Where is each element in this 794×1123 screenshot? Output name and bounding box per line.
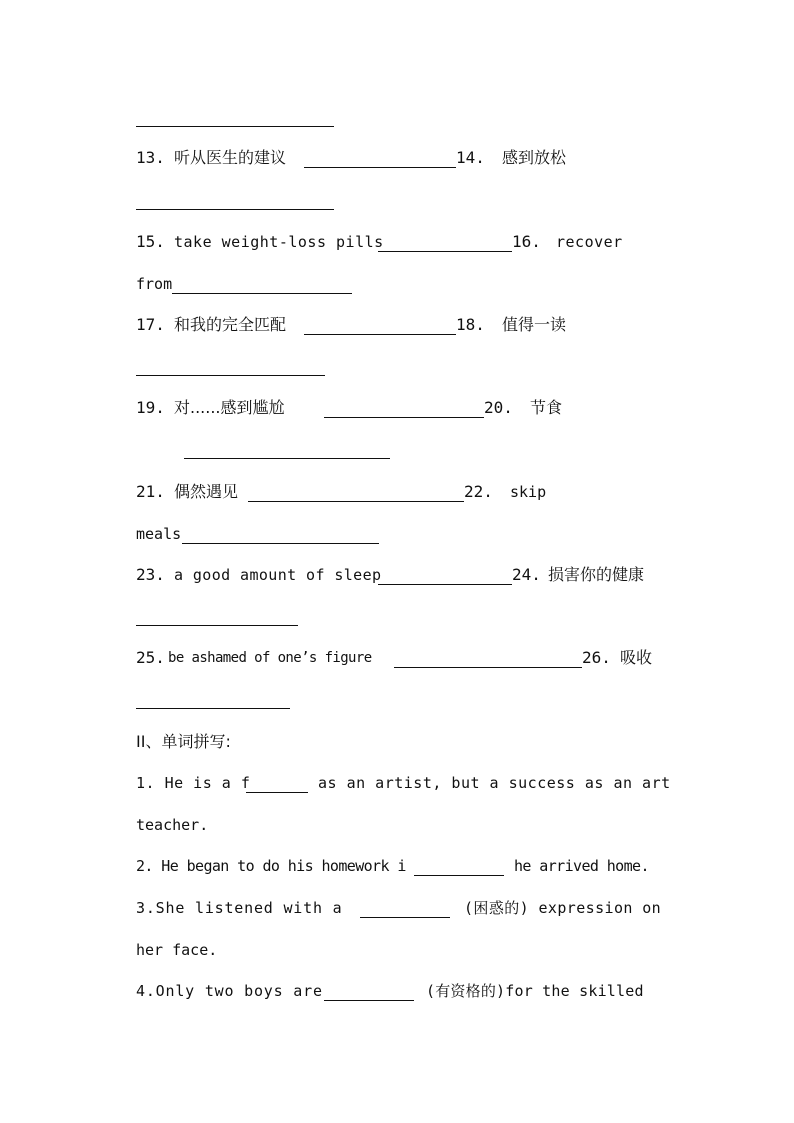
answer-blank[interactable] bbox=[182, 543, 379, 544]
item-number: 22. bbox=[464, 482, 493, 501]
answer-blank[interactable] bbox=[324, 1000, 414, 1001]
item-prompt: 听从医生的建议 bbox=[174, 148, 287, 167]
question-text: as an artist, but a success as an art bbox=[318, 774, 671, 792]
question-text: teacher. bbox=[136, 816, 209, 834]
item-prompt: 和我的完全匹配 bbox=[174, 315, 287, 334]
answer-blank[interactable] bbox=[136, 375, 325, 376]
section-heading: II、单词拼写: bbox=[136, 732, 231, 751]
item-prompt: a good amount of sleep bbox=[174, 566, 382, 584]
item-prompt: take weight-loss pills bbox=[174, 233, 384, 251]
answer-blank[interactable] bbox=[172, 293, 352, 294]
answer-blank[interactable] bbox=[378, 251, 512, 252]
item-number: 14. bbox=[456, 148, 485, 167]
item-number: 20. bbox=[484, 398, 513, 417]
question-text: 4.Only two boys are bbox=[136, 982, 323, 1000]
item-prompt: 偶然遇见 bbox=[174, 482, 239, 501]
item-prompt: 感到放松 bbox=[502, 148, 567, 167]
answer-blank[interactable] bbox=[136, 708, 290, 709]
answer-blank[interactable] bbox=[248, 501, 464, 502]
item-number: 18. bbox=[456, 315, 485, 334]
answer-blank[interactable] bbox=[136, 625, 298, 626]
item-number: 24. bbox=[512, 565, 541, 584]
question-text: 1. He is a f bbox=[136, 774, 251, 792]
item-number: 15. bbox=[136, 232, 165, 251]
item-number: 23. bbox=[136, 565, 165, 584]
answer-blank[interactable] bbox=[360, 917, 450, 918]
answer-blank[interactable] bbox=[304, 167, 456, 168]
question-text: 2. He began to do his homework i bbox=[136, 857, 406, 875]
question-text: her face. bbox=[136, 941, 218, 959]
answer-blank[interactable] bbox=[378, 584, 512, 585]
item-number: 21. bbox=[136, 482, 165, 501]
answer-blank[interactable] bbox=[184, 458, 390, 459]
item-prompt: 对......感到尴尬 bbox=[174, 398, 285, 417]
question-text: (困惑的) expression on bbox=[464, 899, 662, 917]
answer-blank[interactable] bbox=[414, 875, 504, 876]
question-text: (有资格的)for the skilled bbox=[426, 982, 644, 1000]
answer-blank[interactable] bbox=[394, 667, 582, 668]
item-prompt: 损害你的健康 bbox=[548, 565, 645, 584]
item-prompt: skip bbox=[510, 483, 547, 501]
item-prompt: be ashamed of one’s figure bbox=[168, 650, 372, 666]
answer-blank[interactable] bbox=[136, 209, 334, 210]
question-text: he arrived home. bbox=[514, 857, 649, 875]
item-number: 17. bbox=[136, 315, 165, 334]
item-prompt: 值得一读 bbox=[502, 315, 567, 334]
question-text: 3.She listened with a bbox=[136, 899, 343, 917]
item-prompt: 节食 bbox=[530, 398, 563, 417]
item-prompt: from bbox=[136, 275, 173, 293]
item-number: 25. bbox=[136, 648, 165, 667]
answer-blank[interactable] bbox=[136, 126, 334, 127]
answer-blank[interactable] bbox=[324, 417, 484, 418]
item-prompt: meals bbox=[136, 525, 182, 543]
item-number: 13. bbox=[136, 148, 165, 167]
item-number: 16. bbox=[512, 232, 541, 251]
item-prompt: recover bbox=[556, 233, 623, 251]
item-number: 19. bbox=[136, 398, 165, 417]
item-prompt: 吸收 bbox=[620, 648, 653, 667]
answer-blank[interactable] bbox=[304, 334, 456, 335]
answer-blank[interactable] bbox=[246, 792, 308, 793]
item-number: 26. bbox=[582, 648, 611, 667]
